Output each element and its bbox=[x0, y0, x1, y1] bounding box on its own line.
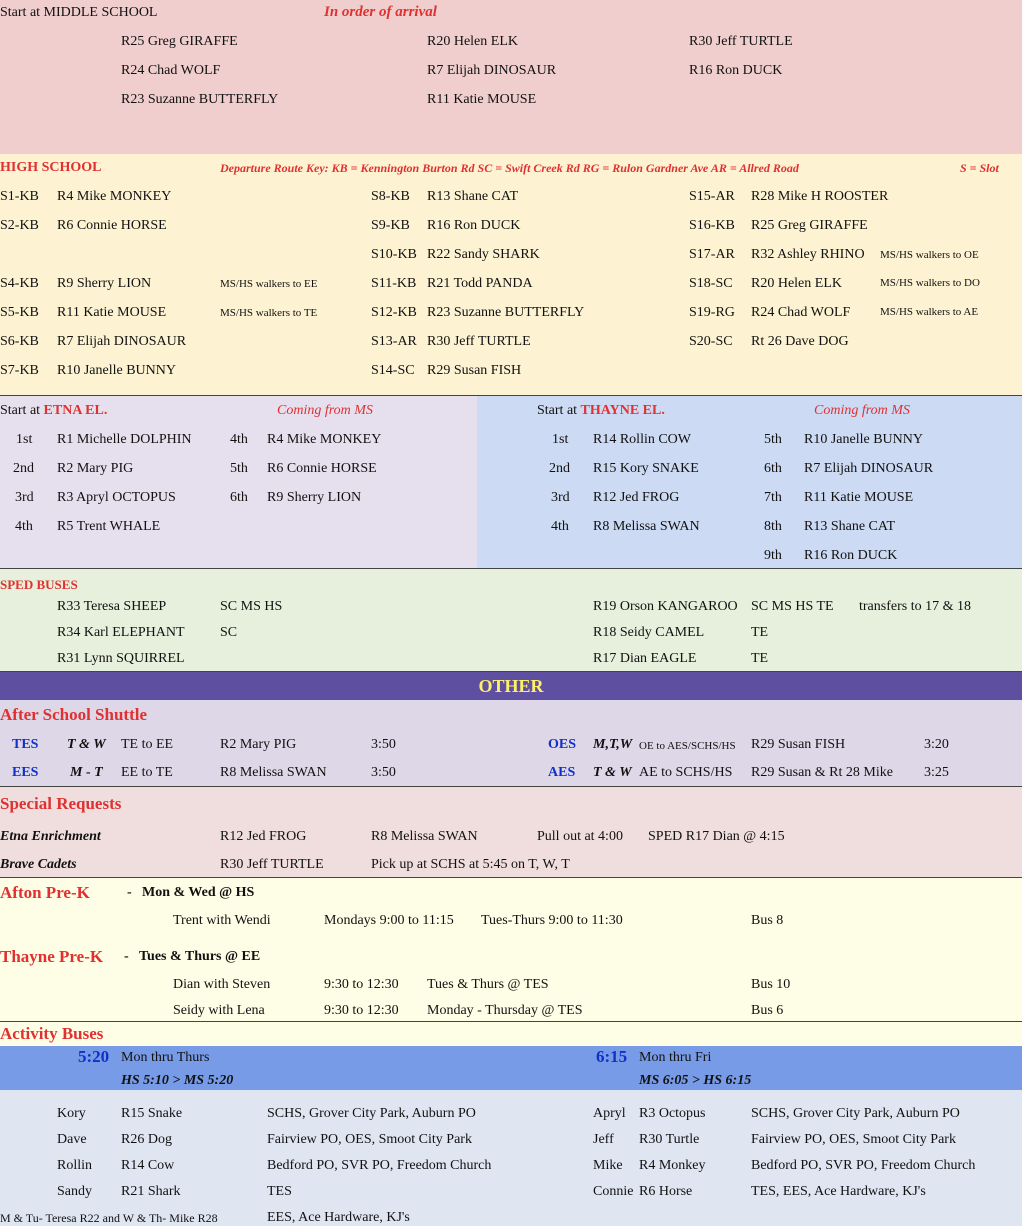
slot-key: S = Slot bbox=[960, 161, 999, 175]
stops: EES, Ace Hardware, KJ's bbox=[267, 1210, 410, 1225]
middle-route: R24 Chad WOLF bbox=[121, 63, 221, 78]
stops: SCHS, Grover City Park, Auburn PO bbox=[751, 1106, 960, 1121]
route: R14 Cow bbox=[121, 1158, 175, 1173]
route: R4 Monkey bbox=[639, 1158, 706, 1173]
route: R34 Karl ELEPHANT bbox=[57, 625, 185, 640]
route: R2 Mary PIG bbox=[57, 461, 134, 476]
route: R9 Sherry LION bbox=[267, 490, 362, 505]
route: R5 Trent WHALE bbox=[57, 519, 161, 534]
route: R7 Elijah DINOSAUR bbox=[804, 461, 934, 476]
order: 5th bbox=[230, 461, 248, 476]
slot: S12-KB bbox=[371, 305, 417, 320]
route: R14 Rollin COW bbox=[593, 432, 692, 447]
school-name: THAYNE EL. bbox=[580, 403, 665, 418]
days: M - T bbox=[70, 765, 103, 780]
route: R22 Sandy SHARK bbox=[427, 247, 540, 262]
student: Dian with Steven bbox=[173, 977, 271, 992]
route: R12 Jed FROG bbox=[220, 829, 307, 844]
student: Seidy with Lena bbox=[173, 1003, 265, 1018]
route: R8 Melissa SWAN bbox=[220, 765, 327, 780]
school-code: AES bbox=[548, 765, 576, 780]
route: R10 Janelle BUNNY bbox=[57, 363, 176, 378]
transfer-note: transfers to 17 & 18 bbox=[859, 599, 971, 614]
route: R29 Susan FISH bbox=[427, 363, 522, 378]
prek-extra: Tues & Thurs @ TES bbox=[427, 977, 549, 992]
route: R13 Shane CAT bbox=[427, 189, 518, 204]
direction: EE to TE bbox=[121, 765, 173, 780]
order: 1st bbox=[552, 432, 569, 447]
middle-route: R23 Suzanne BUTTERFLY bbox=[121, 92, 279, 107]
route: R12 Jed FROG bbox=[593, 490, 680, 505]
time: 3:50 bbox=[371, 737, 396, 752]
activity-time: 5:20 bbox=[78, 1047, 110, 1066]
order: 4th bbox=[15, 519, 33, 534]
school-code: TES bbox=[12, 737, 39, 752]
slot: S2-KB bbox=[0, 218, 39, 233]
prek-time: 9:30 to 12:30 bbox=[324, 977, 399, 992]
middle-route: R7 Elijah DINOSAUR bbox=[427, 63, 557, 78]
route: R33 Teresa SHEEP bbox=[57, 599, 167, 614]
slot: S9-KB bbox=[371, 218, 410, 233]
route: R30 Turtle bbox=[639, 1132, 700, 1147]
slot: S5-KB bbox=[0, 305, 39, 320]
order: 4th bbox=[551, 519, 569, 534]
prek-time: 9:30 to 12:30 bbox=[324, 1003, 399, 1018]
slot: S20-SC bbox=[689, 334, 733, 349]
route: R2 Mary PIG bbox=[220, 737, 297, 752]
dash: - bbox=[127, 885, 132, 900]
bus: Bus 8 bbox=[751, 913, 784, 928]
school-name: ETNA EL. bbox=[43, 403, 108, 418]
middle-route: R11 Katie MOUSE bbox=[427, 92, 537, 107]
activity-sub: MS 6:05 > HS 6:15 bbox=[639, 1073, 752, 1088]
order: 7th bbox=[764, 490, 782, 505]
days: T & W bbox=[593, 765, 632, 780]
route: R25 Greg GIRAFFE bbox=[751, 218, 868, 233]
days: M,T,W bbox=[593, 737, 633, 752]
days: T & W bbox=[67, 737, 106, 752]
high-school-section bbox=[0, 154, 1022, 395]
activity-header-bar bbox=[0, 1046, 1022, 1090]
start-label: Start at bbox=[537, 403, 581, 418]
driver: Jeff bbox=[593, 1132, 614, 1147]
prek-extra: Tues-Thurs 9:00 to 11:30 bbox=[481, 913, 623, 928]
route: R17 Dian EAGLE bbox=[593, 651, 697, 666]
prek-title: Afton Pre-K bbox=[0, 883, 90, 902]
schools: TE bbox=[751, 651, 769, 666]
route: R30 Jeff TURTLE bbox=[220, 857, 324, 872]
route: R20 Helen ELK bbox=[751, 276, 842, 291]
shuttle-title: After School Shuttle bbox=[0, 705, 148, 724]
route: R10 Janelle BUNNY bbox=[804, 432, 923, 447]
slot: S4-KB bbox=[0, 276, 39, 291]
route-key: Departure Route Key: KB = Kennington Burton Rd SC = Swift Creek Rd RG = Rulon Gardner Ave AR = Allred Road bbox=[220, 161, 799, 175]
order: 2nd bbox=[549, 461, 570, 476]
route: R4 Mike MONKEY bbox=[57, 189, 172, 204]
schools: SC MS HS bbox=[220, 599, 283, 614]
thayne-section bbox=[477, 396, 1022, 568]
route: R30 Jeff TURTLE bbox=[427, 334, 531, 349]
slot: S6-KB bbox=[0, 334, 39, 349]
route: R24 Chad WOLF bbox=[751, 305, 851, 320]
dash: - bbox=[124, 949, 129, 964]
route: R6 Connie HORSE bbox=[267, 461, 377, 476]
prek-extra: Monday - Thursday @ TES bbox=[427, 1003, 583, 1018]
student: Trent with Wendi bbox=[173, 913, 271, 928]
slot: S15-AR bbox=[689, 189, 735, 204]
walker-note: MS/HS walkers to AE bbox=[880, 306, 979, 318]
coming-from: Coming from MS bbox=[277, 403, 373, 418]
slot: S11-KB bbox=[371, 276, 417, 291]
stops: SCHS, Grover City Park, Auburn PO bbox=[267, 1106, 476, 1121]
order: 2nd bbox=[13, 461, 34, 476]
time: 3:25 bbox=[924, 765, 949, 780]
sped-note: SPED R17 Dian @ 4:15 bbox=[648, 829, 785, 844]
prek-time: Mondays 9:00 to 11:15 bbox=[324, 913, 454, 928]
middle-route: R20 Helen ELK bbox=[427, 34, 518, 49]
route: R18 Seidy CAMEL bbox=[593, 625, 705, 640]
stops: TES bbox=[267, 1184, 292, 1199]
driver: Apryl bbox=[593, 1106, 626, 1121]
order: 3rd bbox=[15, 490, 34, 505]
route: R1 Michelle DOLPHIN bbox=[57, 432, 192, 447]
prek-title: Thayne Pre-K bbox=[0, 947, 104, 966]
walker-note: MS/HS walkers to EE bbox=[220, 278, 318, 290]
route: R21 Todd PANDA bbox=[427, 276, 533, 291]
middle-title: Start at MIDDLE SCHOOL bbox=[0, 5, 158, 20]
slot: S16-KB bbox=[689, 218, 735, 233]
slot: S10-KB bbox=[371, 247, 417, 262]
slot: S19-RG bbox=[689, 305, 735, 320]
slot: S8-KB bbox=[371, 189, 410, 204]
route: R16 Ron DUCK bbox=[427, 218, 521, 233]
slot: S14-SC bbox=[371, 363, 415, 378]
route: R16 Ron DUCK bbox=[804, 548, 898, 563]
slot: S17-AR bbox=[689, 247, 735, 262]
other-bar bbox=[0, 672, 1022, 700]
direction: OE to AES/SCHS/HS bbox=[639, 740, 736, 752]
time: 3:50 bbox=[371, 765, 396, 780]
driver: Connie bbox=[593, 1184, 634, 1199]
activity-sub: HS 5:10 > MS 5:20 bbox=[121, 1073, 234, 1088]
middle-school-section bbox=[0, 0, 1022, 154]
alternating-driver: M & Tu- Teresa R22 and W & Th- Mike R28 bbox=[0, 1211, 218, 1225]
stops: Bedford PO, SVR PO, Freedom Church bbox=[267, 1158, 492, 1173]
route: R29 Susan FISH bbox=[751, 737, 846, 752]
request-label: Brave Cadets bbox=[0, 857, 77, 872]
special-section bbox=[0, 787, 1022, 877]
route: R26 Dog bbox=[121, 1132, 172, 1147]
activity-title: Activity Buses bbox=[0, 1024, 104, 1043]
route: R3 Apryl OCTOPUS bbox=[57, 490, 176, 505]
route: R15 Snake bbox=[121, 1106, 183, 1121]
direction: TE to EE bbox=[121, 737, 174, 752]
driver: Sandy bbox=[57, 1184, 92, 1199]
route: R3 Octopus bbox=[639, 1106, 706, 1121]
stops: Fairview PO, OES, Smoot City Park bbox=[267, 1132, 472, 1147]
route: R19 Orson KANGAROO bbox=[593, 599, 738, 614]
driver: Kory bbox=[57, 1106, 86, 1121]
route: R31 Lynn SQUIRREL bbox=[57, 651, 185, 666]
activity-days: Mon thru Fri bbox=[639, 1050, 712, 1065]
coming-from: Coming from MS bbox=[814, 403, 910, 418]
route: R7 Elijah DINOSAUR bbox=[57, 334, 187, 349]
route: R9 Sherry LION bbox=[57, 276, 152, 291]
other-title: OTHER bbox=[478, 676, 544, 696]
middle-route: R16 Ron DUCK bbox=[689, 63, 783, 78]
route: R32 Ashley RHINO bbox=[751, 247, 865, 262]
route: R13 Shane CAT bbox=[804, 519, 895, 534]
pickup-note: Pick up at SCHS at 5:45 on T, W, T bbox=[371, 857, 570, 872]
route: R6 Horse bbox=[639, 1184, 693, 1199]
slot: S13-AR bbox=[371, 334, 417, 349]
order: 6th bbox=[764, 461, 782, 476]
direction: AE to SCHS/HS bbox=[639, 765, 733, 780]
walker-note: MS/HS walkers to TE bbox=[220, 307, 318, 319]
time: 3:20 bbox=[924, 737, 949, 752]
stops: TES, EES, Ace Hardware, KJ's bbox=[751, 1184, 926, 1199]
prek-when: Tues & Thurs @ EE bbox=[139, 949, 261, 964]
prek-section bbox=[0, 878, 1022, 1021]
sped-title: SPED BUSES bbox=[0, 577, 78, 592]
route: Rt 26 Dave DOG bbox=[751, 334, 849, 349]
driver: Dave bbox=[57, 1132, 87, 1147]
prek-when: Mon & Wed @ HS bbox=[142, 885, 255, 900]
shuttle-section bbox=[0, 700, 1022, 786]
route: R21 Shark bbox=[121, 1184, 181, 1199]
route: R6 Connie HORSE bbox=[57, 218, 167, 233]
etna-start bbox=[0, 402, 107, 420]
order: 6th bbox=[230, 490, 248, 505]
special-title: Special Requests bbox=[0, 794, 122, 813]
thayne-start bbox=[537, 402, 665, 420]
route: R8 Melissa SWAN bbox=[371, 829, 478, 844]
route: R8 Melissa SWAN bbox=[593, 519, 700, 534]
school-code: OES bbox=[548, 737, 577, 752]
driver: Rollin bbox=[57, 1158, 93, 1173]
request-label: Etna Enrichment bbox=[0, 829, 101, 844]
slot: S7-KB bbox=[0, 363, 39, 378]
order: 3rd bbox=[551, 490, 570, 505]
middle-subtitle: In order of arrival bbox=[324, 4, 437, 20]
bus: Bus 10 bbox=[751, 977, 791, 992]
activity-days: Mon thru Thurs bbox=[121, 1050, 210, 1065]
slot: S18-SC bbox=[689, 276, 733, 291]
schools: SC MS HS TE bbox=[751, 599, 834, 614]
activity-title-row bbox=[0, 1022, 1022, 1046]
route: R28 Mike H ROOSTER bbox=[751, 189, 889, 204]
driver: Mike bbox=[593, 1158, 623, 1173]
schools: TE bbox=[751, 625, 769, 640]
stops: Bedford PO, SVR PO, Freedom Church bbox=[751, 1158, 976, 1173]
activity-section bbox=[0, 1090, 1022, 1226]
route: R11 Katie MOUSE bbox=[804, 490, 914, 505]
slot: S1-KB bbox=[0, 189, 39, 204]
route: R23 Suzanne BUTTERFLY bbox=[427, 305, 585, 320]
pull-out: Pull out at 4:00 bbox=[537, 829, 623, 844]
middle-route: R25 Greg GIRAFFE bbox=[121, 34, 238, 49]
route: R4 Mike MONKEY bbox=[267, 432, 382, 447]
start-label: Start at bbox=[0, 403, 44, 418]
route: R15 Kory SNAKE bbox=[593, 461, 699, 476]
walker-note: MS/HS walkers to DO bbox=[880, 277, 980, 289]
order: 9th bbox=[764, 548, 782, 563]
order: 8th bbox=[764, 519, 782, 534]
schools: SC bbox=[220, 625, 238, 640]
order: 4th bbox=[230, 432, 248, 447]
etna-section bbox=[0, 396, 477, 568]
walker-note: MS/HS walkers to OE bbox=[880, 249, 979, 261]
order: 5th bbox=[764, 432, 782, 447]
middle-route: R30 Jeff TURTLE bbox=[689, 34, 793, 49]
activity-time: 6:15 bbox=[596, 1047, 628, 1066]
stops: Fairview PO, OES, Smoot City Park bbox=[751, 1132, 956, 1147]
route: R29 Susan & Rt 28 Mike bbox=[751, 765, 893, 780]
route: R11 Katie MOUSE bbox=[57, 305, 167, 320]
school-code: EES bbox=[12, 765, 39, 780]
sped-section bbox=[0, 569, 1022, 671]
order: 1st bbox=[16, 432, 33, 447]
bus: Bus 6 bbox=[751, 1003, 784, 1018]
high-title: HIGH SCHOOL bbox=[0, 160, 102, 175]
